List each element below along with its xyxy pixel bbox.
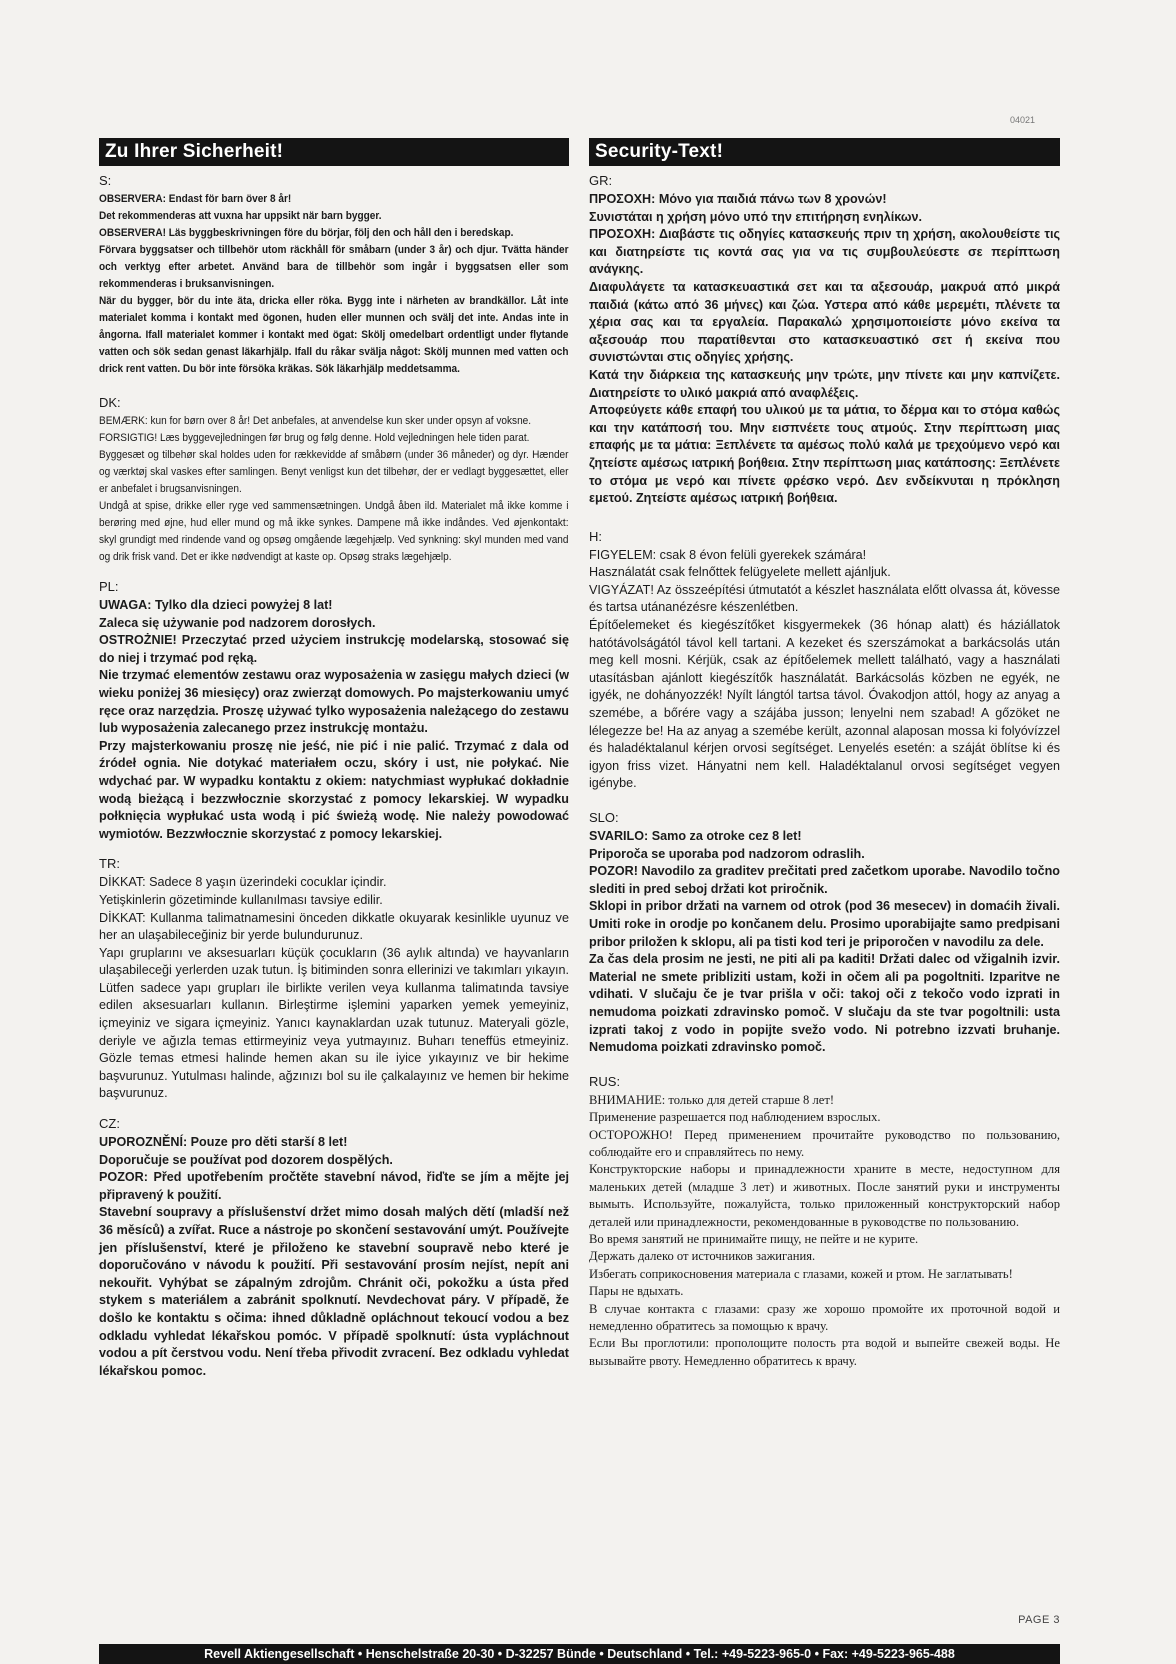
section-rus [589, 1073, 1060, 1371]
section-dk [99, 394, 569, 566]
text-line: ΠΡΟΣΟΧΗ: Διαβάστε τις οδηγίες κατασκευής πριν τη χρήση, ακολουθείστε τις και διατηρείστε τις κοντά σας για να τις συμβουλεύεστε σε περίπτωση ανάγκης. [589, 227, 1060, 277]
page-number: PAGE 3 [1018, 1614, 1060, 1626]
text-line: Használatát csak felnőttek felügyelete mellett ajánljuk. [589, 565, 891, 580]
text-line: DİKKAT: Kullanma talimatnamesini önceden dikkatle okuyarak kesinlikle uyunuz ve her an ulaşabileceğiniz bir yerde bulundurunuz. [99, 910, 569, 943]
text-line: Byggesæt og tilbehør skal holdes uden for rækkevidde af småbørn (under 36 måneder) og dyr. Hænder og værktøj skal vaskes efter samlingen. Benyt venligst kun det tilbehør, der er vedlagt byggesættet, eller er anbefalet i brugsanvisningen. [99, 449, 569, 495]
text-line: UWAGA: Tylko dla dzieci powyżej 8 lat! [99, 598, 333, 612]
left-column [99, 138, 569, 1392]
text-line: När du bygger, bör du inte äta, dricka eller röka. Bygg inte i närheten av brandkällor. Låt inte materialet komma i kontakt med ögonen, huden eller munnen och svälj det inte. Andas inte in ångorna. Ifall materialet kommer i kontakt med ögat: Skölj omedelbart ordentligt under flytande vatten och sök sedan genast läkarhjälp. Ifall du råkar svälja något: Skölj munnen med vatten och drick rent vatten. Du bör inte försöka kräkas. Sök läkarhjälp meddetsamma. [99, 295, 569, 375]
text-line: BEMÆRK: kun for børn over 8 år! Det anbefales, at anvendelse kun sker under opsyn af voksne. [99, 415, 532, 427]
text-line: Αποφεύγετε κάθε επαφή του υλικού με τα μάτια, το δέρμα και το στόμα καθώς και την κατάποσή του. Μην εισπνέετε τους ατμούς. Στην περίπτωση μιας επαφής με τα μάτια: Ξεπλένετε τα αμέσως πολύ καλά με τρεχούμενο νερό και ζητείστε αμέσως ιατρική βοήθεια. Στην περίπτωση μιας κατάποσης: Ξεπλένετε το στόμα με νερό και πίνετε φρέσκο νερό. Δεν ενδείκνυται η πρόκληση εμετού. Ζητείστε αμέσως ιατρική βοήθεια. [589, 403, 1060, 506]
section-tag: DK: [99, 395, 121, 410]
text-line: POZOR! Navodilo za graditev prečitati pred začetkom uporabe. Navodilo točno slediti in pred seboj držati kot priročnik. [589, 864, 1060, 896]
text-line: Sklopi in pribor držati na varnem od otrok (pod 36 mesecev) in domaćih živali. Umiti roke in orodje po končanem delu. Prosimo uporabijajte samo predpisani pribor priložen k sklopu, ali pa tisti kod teri je priporočen v navodilu za dele. [589, 899, 1060, 949]
text-line: OBSERVERA: Endast för barn över 8 år! [99, 193, 292, 205]
text-line: FORSIGTIG! Læs byggevejledningen før brug og følg denne. Hold vejledningen hele tiden parat. [99, 432, 530, 444]
section-slo [589, 809, 1060, 1057]
section-tag: H: [589, 528, 602, 544]
text-line: Применение разрешается под наблюдением взрослых. [589, 1110, 881, 1125]
right-column [589, 138, 1060, 1382]
text-line: Zaleca się używanie pod nadzorem dorosłych. [99, 615, 376, 630]
text-line: Пары не вдыхать. [589, 1284, 684, 1299]
text-line: Det rekommenderas att vuxna har uppsikt när barn bygger. [99, 210, 382, 222]
text-line: ΠΡΟΣΟΧΗ: Μόνο για παιδιά πάνω των 8 χρονών! [589, 192, 887, 206]
text-line: Építőelemeket és kiegészítőket kisgyermekek (36 hónap alatt) és háziállatok hatótávolságától távol kell tartani. A kezeket és szerszámokat a barkácsolás után meg kell mosni. Kérjük, csak az építőelemek mellett található, vagy a használati utasításban ajánlott kiegészítők használatát. Barkácsolás közben ne egyék, ne igyék, ne dohányozzék! Nyílt lángtól tartsa távol. Óvakodjon attól, hogy az anyag a szemébe, a bőrére vagy a szájába jusson; lenyelni nem szabad! A gőzöket ne lélegezze be! Ha az anyag a szemébe került, azonnal alaposan mossa ki folyóvízzel és haladéktalanul kérjen orvosi segítséget. Lenyelés esetén: a száját öblítse ki és igyon friss vizet. Hányatni nem kell. Haladéktalanul orvosi segítséget vegyen igénybe. [589, 618, 1060, 791]
text-line: Избегать соприкосновения материала с глазами, кожей и ртом. Не заглатывать! [589, 1266, 1013, 1281]
section-tag: SLO: [589, 810, 619, 825]
section-gr [589, 172, 1060, 508]
section-cz [99, 1115, 569, 1380]
text-line: POZOR: Před upotřebením pročtěte stavební návod, řiďte se jím a mějte jej připravený k použití. [99, 1170, 569, 1202]
text-line: Διαφυλάγετε τα κατασκευαστικά σετ και τα αξεσουάρ, μακρυά από μικρά παιδιά (κάτω από 36 μήνες) και ζώα. Υστερα από κάθε μερεμέτι, πλένετε τα χέρια σας και τα εργαλεία. Παρακαλώ χρησιμοποιείστε μόνο εκείνα τα αξεσουάρ που παρατίθενται στο κατασκευαστικό σετ ή εκείνα που συνιστώνται στις οδηγίες χρήσης. [589, 279, 1060, 365]
text-line: Κατά την διάρκεια της κατασκευής μην τρώτε, μην πίνετε και μην καπνίζετε. Διατηρείστε το υλικό μακριά από αναφλέξεις. [589, 367, 1060, 400]
text-line: SVARILO: Samo za otroke cez 8 let! [589, 829, 802, 843]
text-line: Во время занятий не принимайте пищу, не пейте и не курите. [589, 1231, 919, 1246]
section-tag: S: [99, 173, 112, 188]
text-line: ВНИМАНИЕ: только для детей старше 8 лет! [589, 1092, 835, 1107]
section-hu [589, 528, 1060, 793]
text-line: Förvara byggsatser och tillbehör utom räckhåll för småbarn (under 3 år) och djur. Tvätta händer och verktyg efter arbetet. Använd bara de tillbehör som ingår i byggsatsen eller som rekommenderas i bruksanvisningen. [99, 244, 569, 290]
text-line: Doporučuje se používat pod dozorem dospělých. [99, 1152, 393, 1167]
section-tr [99, 855, 569, 1103]
text-line: Za čas dela prosim ne jesti, ne piti ali pa kaditi! Držati dalec od vžigalnih izvir. Material ne smete pribliziti ustam, koži in očem ali pa pogoltniti. Izparitve ne vdihati. V slučaju če je tvar prišla v oči: takoj oči z tekočo vodo izprati in nemudoma poizkati zdravinsko pomoč. V slučaju da ste tvar pogoltnili: usta izprati takoj z vodo in popijte svežo vodo. Ni potrebno izzvati bruhanje. Nemudoma poizkati zdravinsko pomoč. [589, 952, 1060, 1055]
text-line: Undgå at spise, drikke eller ryge ved sammensætningen. Undgå åben ild. Materialet må ikke komme i berøring med øjne, hud eller mund og må ikke synkes. Dampene må ikke indåndes. Ved øjenkontakt: skyl grundigt med rindende vand og opsøg omgående lægehjælp. Ved synkning: skyl munden med vand og drik frisk vand. Det er ikke nødvendigt at kaste op. Opsøg straks lægehjælp. [99, 500, 569, 563]
footer-address-bar: Revell Aktiengesellschaft • Henschelstraße 20-30 • D-32257 Bünde • Deutschland • Tel.: +49-5223-965-0 • Fax: +49-5223-965-488 [99, 1644, 1060, 1664]
text-line: ОСТОРОЖНО! Перед применением прочитайте руководство по пользованию, соблюдайте его и справляйтесь по нему. [589, 1127, 1060, 1159]
text-line: Конструкторские наборы и принадлежности храните в месте, недоступном для маленьких детей (младше 3 лет) и животных. После занятий руки и инструменты вымыть. Используйте, пожалуйста, только приложенный конструкторский набор деталей или принадлежности, рекомендованные в руководстве по пользованию. [589, 1162, 1060, 1229]
header-left: Zu Ihrer Sicherheit! [99, 138, 569, 166]
section-sv [99, 172, 569, 378]
text-line: Держать далеко от источников зажигания. [589, 1249, 816, 1264]
text-line: Nie trzymać elementów zestawu oraz wyposażenia w zasięgu małych dzieci (w wieku poniżej 36 miesięcy) oraz zwierząt domowych. Po majsterkowaniu umyć ręce oraz narzędzia. Proszę używać tylko wyposażenia należącego do zestawu lub wyposażenia zalecanego przez instrukcję montażu. [99, 668, 569, 736]
section-pl [99, 578, 569, 843]
text-line: Если Вы проглотили: прополощите полость рта водой и выпейте свежей воды. Не вызывайте рвоту. Немедленно обратитесь к врачу. [589, 1336, 1060, 1368]
section-tag: PL: [99, 579, 119, 594]
document-code: 04021 [1010, 115, 1036, 125]
section-tag: GR: [589, 173, 613, 188]
text-line: Priporoča se uporaba pod nadzorom odraslih. [589, 846, 865, 861]
text-line: OBSERVERA! Läs byggbeskrivningen före du börjar, följ den och håll den i beredskap. [99, 227, 514, 239]
text-line: UPOROZNĚNÍ: Pouze pro děti starší 8 let! [99, 1135, 348, 1150]
text-line: VIGYÁZAT! Az összeépítési útmutatót a készlet használata előtt olvassa át, kövesse és tartsa utánanézésre készenlétben. [589, 582, 1060, 615]
header-right: Security-Text! [589, 138, 1060, 166]
text-line: Yapı gruplarını ve aksesuarları küçük çocukların (36 aylık altında) ve hayvanların ulaşabileceği yerlerden uzak tutun. İş bitiminden sonra ellerinizi ve takımları yıkayın. Lütfen sadece yapı grupları ile birlikte verilen veya kullanma talimatında tavsiye edilen aksesuarları kullanın. Birleştirme işlemini yaparken yemek yemeyiniz, içmeyiniz ve sigara içmeyiniz. Yanıcı kaynaklardan uzak tutunuz. Materyali gözle, deriyle ve ağızla temas ettirmeyiniz veya yutmayınız. Buharı teneffüs etmeyiniz. Gözle temas etmesi halinde hemen akan su ile iyice yıkayınız ve bir hekime başvurunuz. Yutulması halinde, ağzınızı bol su ile çalkalayınız ve hemen bir hekime başvurunuz. [99, 945, 569, 1101]
text-line: Stavební soupravy a příslušenství držet mimo dosah malých dětí (mladší než 36 měsíců) a zvířat. Ruce a nástroje po skončení sestavování umýt. Používejte jen příslušenství, které je přiloženo ke stavební soupravě nebo které je doporučováno v návodu k použití. Při sestavování prosím nejíst, nepít ani nekouřit. Vyhýbat se zápalným zdrojům. Chránit oči, pokožku a ústa před stykem s materiálem a zabránit spolknutí. Nevdechovat páry. V případě, že došlo ke kontaktu s očima: ihned důkladně opláchnout tekoucí vodou a bez odkladu vyhledat lékařskou pomóc. V případě spolknutí: ústa vypláchnout vodou a pít čerstvou vodu. Není třeba přivodit zvracení. Bez odkladu vyhledat lékařskou pomoc. [99, 1205, 569, 1378]
text-line: DİKKAT: Sadece 8 yaşın üzerindeki cocuklar içindir. [99, 875, 387, 890]
section-tag: RUS: [589, 1073, 621, 1089]
section-tag: TR: [99, 856, 120, 872]
text-line: FIGYELEM: csak 8 évon felüli gyerekek számára! [589, 547, 867, 562]
text-line: Przy majsterkowaniu proszę nie jeść, nie pić i nie palić. Trzymać z dala od źródeł ognia. Nie dotykać materiałem oczu, skóry i ust, nie połykać. Nie wdychać par. W wypadku kontaktu z okiem: natychmiast wypłukać dokładnie wodą bieżącą i bezzwłocznie skorzystać z pomocy lekarskiej. W wypadku połknięcia wypłukać usta wodą i pić świeżą wodę. Nie należy powodować wymiotów. Bezzwłocznie skorzystać z pomocy lekarskiej. [99, 738, 569, 841]
text-line: Συνιστάται η χρήση μόνο υπό την επιτήρηση ενηλίκων. [589, 209, 922, 224]
text-line: Yetişkinlerin gözetiminde kullanılması tavsiye edilir. [99, 892, 383, 907]
text-line: OSTROŻNIE! Przeczytać przed użyciem instrukcję modelarską, stosować się do niej i trzymać pod ręką. [99, 633, 569, 665]
text-line: В случае контакта с глазами: сразу же хорошо промойте их проточной водой и немедленно обратитесь за помощью к врачу. [589, 1301, 1060, 1333]
section-tag: CZ: [99, 1116, 120, 1132]
